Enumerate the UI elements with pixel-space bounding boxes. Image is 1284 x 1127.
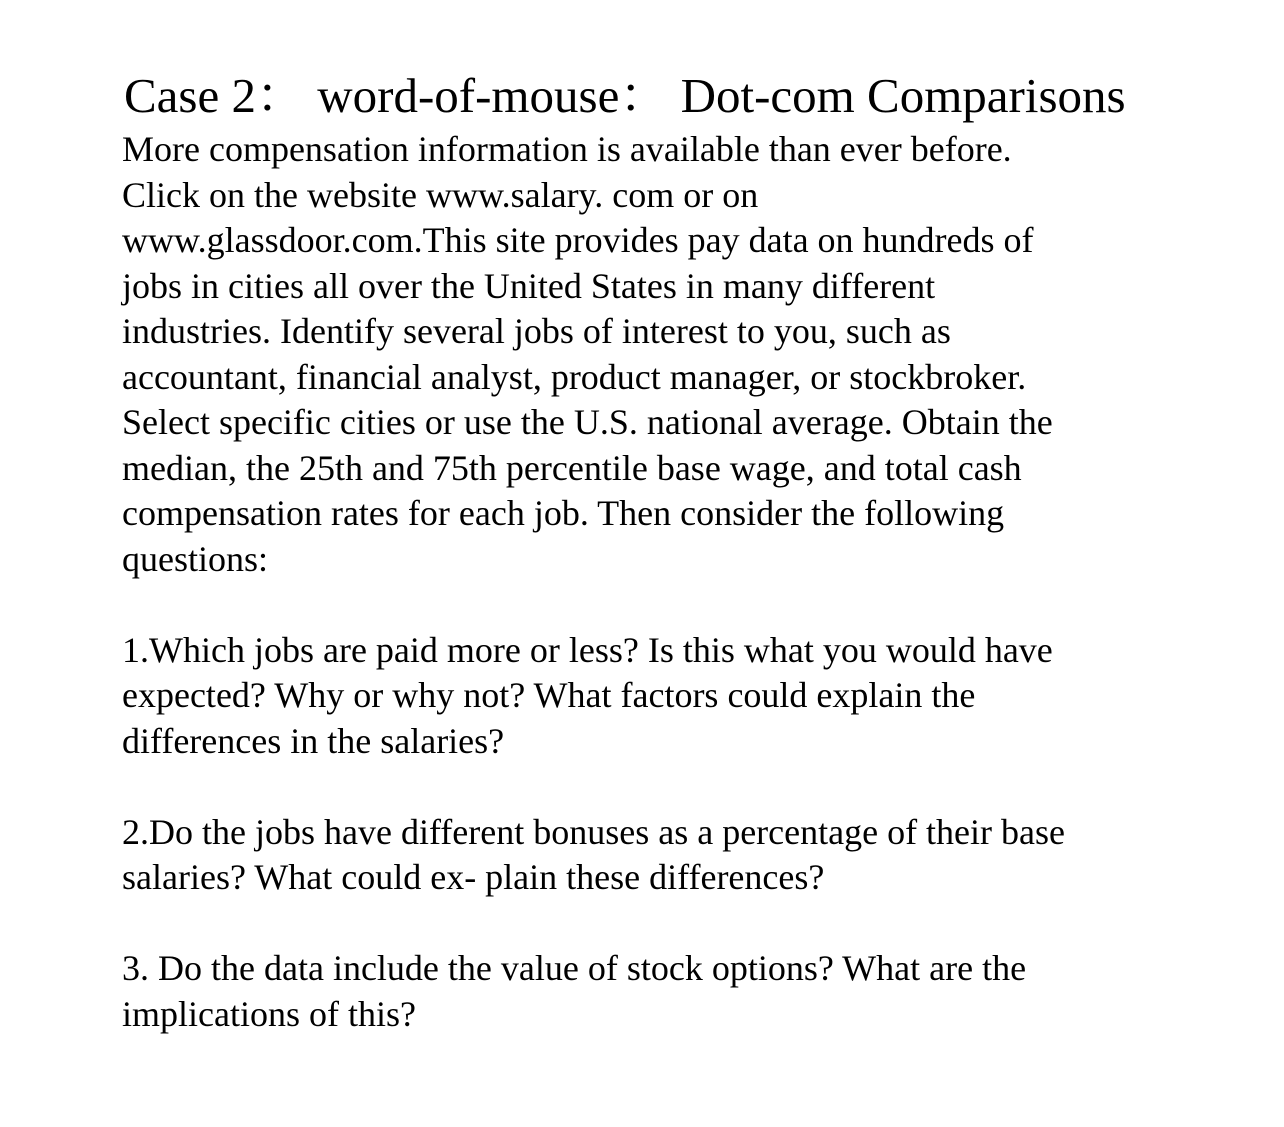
- case-title: Case 2： word-of-mouse： Dot-com Comparisons: [124, 68, 1126, 123]
- text-line: Click on the website www.salary. com or on: [122, 174, 759, 215]
- question-1: [122, 628, 1065, 765]
- paragraph-gap: [122, 764, 1065, 810]
- text-line: www.glassdoor.com.This site provides pay data on hundreds of: [122, 220, 1034, 260]
- text-line: Select specific cities or use the U.S. national average. Obtain the: [122, 402, 1053, 442]
- question-3: [122, 946, 1065, 1037]
- text-line: expected? Why or why not? What factors could explain the: [122, 675, 976, 715]
- text-line: jobs in cities all over the United States in many different: [122, 265, 936, 306]
- text-line: industries. Identify several jobs of interest to you, such as: [122, 311, 951, 351]
- case-body: [122, 127, 1065, 1037]
- text-line: questions:: [122, 538, 269, 579]
- text-line: accountant, financial analyst, product manager, or stockbroker.: [122, 356, 1027, 397]
- text-line: implications of this?: [122, 993, 416, 1034]
- paragraph-gap: [122, 901, 1065, 947]
- text-line: median, the 25th and 75th percentile base wage, and total cash: [122, 447, 1022, 488]
- intro-paragraph: [122, 127, 1065, 582]
- text-line: compensation rates for each job. Then consider the following: [122, 493, 1005, 533]
- text-line: 1.Which jobs are paid more or less? Is this what you would have: [122, 629, 1053, 670]
- text-line: salaries? What could ex- plain these differences?: [122, 857, 825, 897]
- text-line: 2.Do the jobs have different bonuses as a percentage of their base: [122, 811, 1065, 852]
- paragraph-gap: [122, 582, 1065, 628]
- question-2: [122, 810, 1065, 901]
- text-line: 3. Do the data include the value of stock options? What are the: [122, 948, 1027, 988]
- text-line: More compensation information is available than ever before.: [122, 129, 1012, 169]
- text-line: differences in the salaries?: [122, 720, 505, 761]
